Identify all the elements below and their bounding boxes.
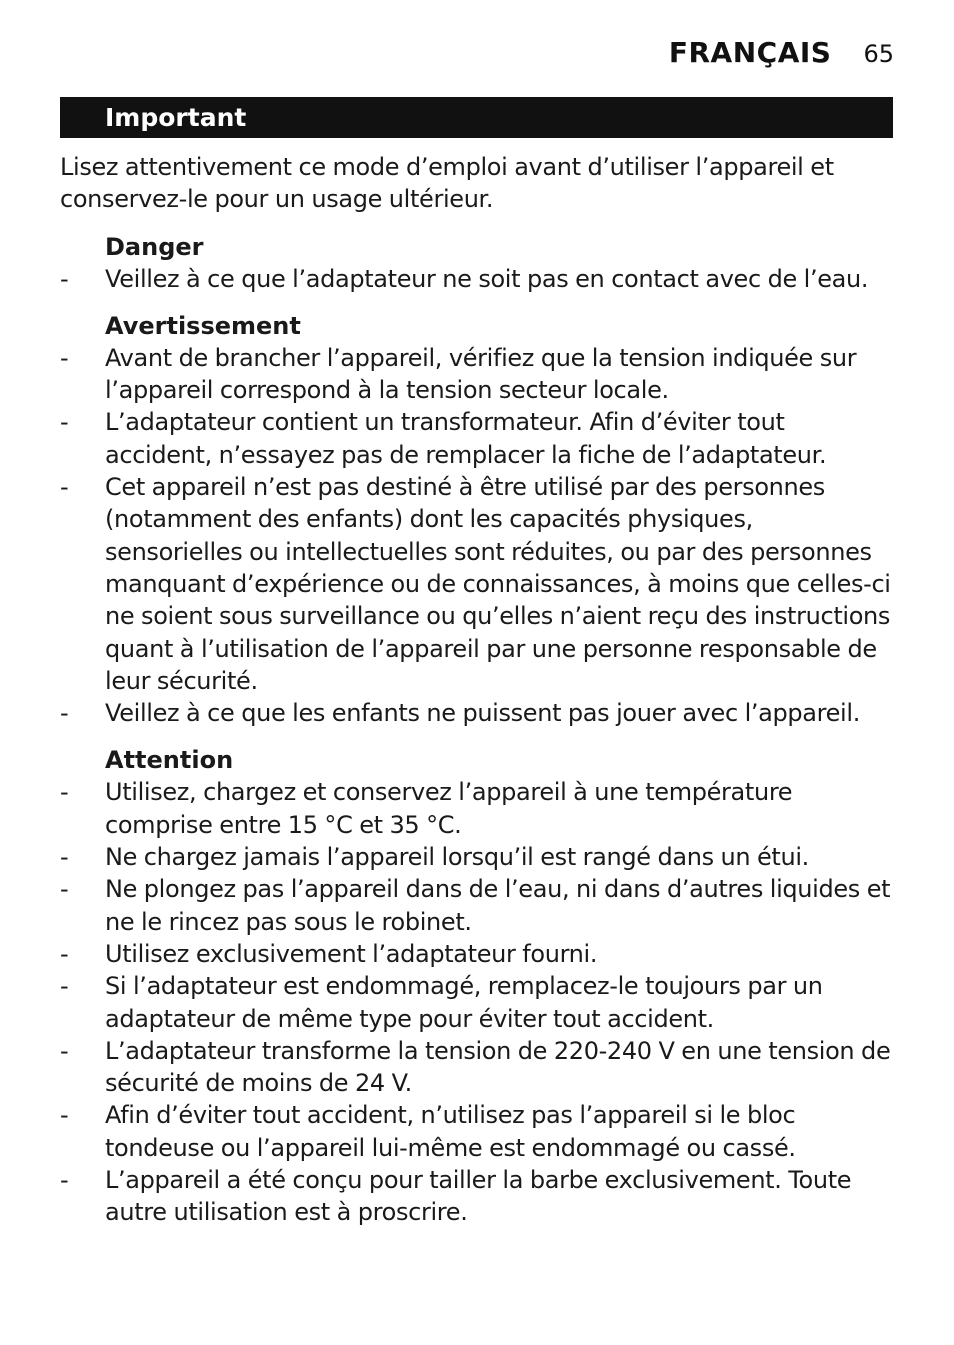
item-text: Si l’adaptateur est endommagé, remplacez-le toujours par un adaptateur de même type pour éviter tout accident. — [105, 972, 823, 1033]
list-item — [60, 263, 896, 295]
page-header — [669, 36, 894, 76]
item-text: Utilisez, chargez et conservez l’appareil à une température comprise entre 15 °C et 35 °C. — [105, 778, 793, 839]
dash-bullet: - — [60, 408, 69, 437]
dash-bullet: - — [60, 473, 69, 502]
list-item — [60, 938, 896, 970]
manual-content — [60, 151, 896, 1244]
item-text: Ne plongez pas l’appareil dans de l’eau, ni dans d’autres liquides et ne le rincez pas sous le robinet. — [105, 875, 891, 936]
item-text: L’appareil a été conçu pour tailler la barbe exclusivement. Toute autre utilisation est à proscrire. — [105, 1166, 852, 1227]
item-text: Cet appareil n’est pas destiné à être utilisé par des personnes (notamment des enfants) dont les capacités physiques, sensorielles ou intellectuelles sont réduites, ou par des personnes manquant d’expérience ou de connaissances, à moins que celles-ci ne soient sous surveillance ou qu’elles n’aient reçu des instructions quant à l’utilisation de l’appareil par une personne responsable de leur sécurité. — [105, 473, 891, 695]
item-text: Utilisez exclusivement l’adaptateur fourni. — [105, 939, 598, 968]
caution-heading: Attention — [105, 746, 234, 775]
list-item — [60, 970, 896, 1035]
item-text: Ne chargez jamais l’appareil lorsqu’il est rangé dans un étui. — [105, 843, 809, 872]
warning-heading: Avertissement — [105, 311, 301, 340]
list-item — [60, 841, 896, 873]
list-item — [60, 1164, 896, 1229]
list-item — [60, 697, 896, 729]
language-label: FRANÇAIS — [668, 36, 832, 69]
item-text: L’adaptateur transforme la tension de 220-240 V en une tension de sécurité de moins de 24 V. — [105, 1036, 891, 1098]
caution-list — [60, 776, 896, 1228]
dash-bullet: - — [60, 1036, 69, 1065]
dash-bullet: - — [60, 939, 69, 968]
item-text: Avant de brancher l’appareil, vérifiez que la tension indiquée sur l’appareil correspond à la tension secteur locale. — [105, 343, 857, 405]
dash-bullet: - — [60, 699, 69, 728]
item-text: Veillez à ce que l’adaptateur ne soit pas en contact avec de l’eau. — [105, 264, 869, 293]
dash-bullet: - — [60, 843, 69, 872]
section-title-bar — [60, 97, 893, 138]
list-item — [60, 471, 896, 697]
list-item — [60, 342, 896, 407]
list-item — [60, 1099, 896, 1164]
warning-list — [60, 342, 896, 730]
list-item — [60, 776, 896, 841]
item-text: L’adaptateur contient un transformateur. Afin d’éviter tout accident, n’essayez pas de remplacer la fiche de l’adaptateur. — [105, 408, 827, 469]
danger-list — [60, 263, 896, 295]
section-title: Important — [105, 103, 247, 132]
dash-bullet: - — [60, 972, 69, 1001]
dash-bullet: - — [60, 875, 69, 904]
list-item — [60, 406, 896, 471]
dash-bullet: - — [60, 1166, 69, 1195]
list-item — [60, 873, 896, 938]
list-item — [60, 1035, 896, 1100]
item-text: Afin d’éviter tout accident, n’utilisez pas l’appareil si le bloc tondeuse ou l’appareil lui-même est endommagé ou cassé. — [105, 1101, 796, 1162]
danger-heading: Danger — [105, 232, 204, 261]
dash-bullet: - — [60, 1101, 69, 1130]
item-text: Veillez à ce que les enfants ne puissent pas jouer avec l’appareil. — [105, 699, 860, 728]
intro-paragraph: Lisez attentivement ce mode d’emploi avant d’utiliser l’appareil et conservez-le pour un usage ultérieur. — [60, 153, 834, 214]
dash-bullet: - — [60, 778, 69, 807]
dash-bullet: - — [60, 343, 69, 372]
dash-bullet: - — [60, 264, 69, 293]
page-number: 65 — [863, 40, 894, 68]
